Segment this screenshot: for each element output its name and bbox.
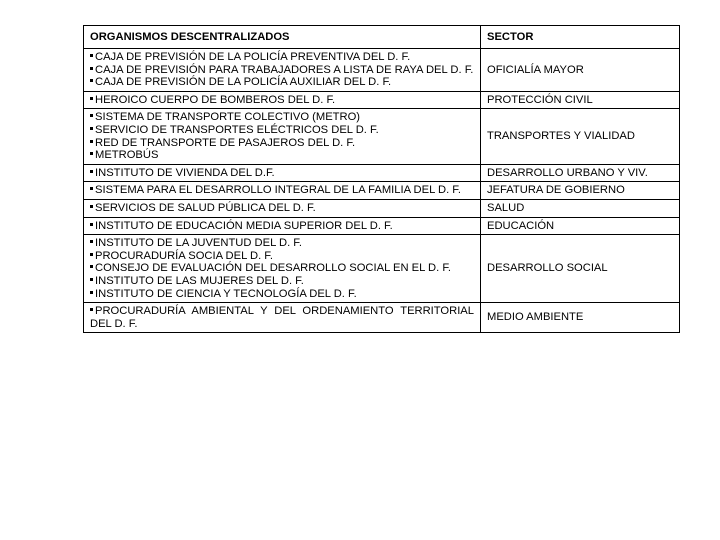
organismo-name: INSTITUTO DE EDUCACIÓN MEDIA SUPERIOR DEL D. F. [95,219,393,232]
header-organismos: ORGANISMOS DESCENTRALIZADOS [84,26,481,49]
table-row [84,164,680,182]
organismos-cell [84,217,481,235]
organismo-name: CAJA DE PREVISIÓN DE LA POLICÍA AUXILIAR DEL D. F. [95,76,392,89]
organismo-name: HEROICO CUERPO DE BOMBEROS DEL D. F. [95,93,336,106]
bullet-icon [90,127,93,130]
bullet-icon [90,187,93,190]
table-body [84,49,680,333]
organismos-cell [84,199,481,217]
organismo-entry [90,149,474,162]
bullet-icon [90,240,93,243]
organismo-name: CONSEJO DE EVALUACIÓN DEL DESARROLLO SOCIAL EN EL D. F. [95,262,452,275]
organismos-cell [84,91,481,109]
table-row [84,199,680,217]
bullet-icon [90,308,93,311]
bullet-icon [90,223,93,226]
bullet-icon [90,114,93,117]
header-sector: SECTOR [481,26,680,49]
organismos-cell [84,303,481,333]
bullet-icon [90,291,93,294]
organismos-cell [84,182,481,200]
organismo-entry [90,275,474,288]
organismo-entry [90,237,474,250]
organismo-name: SERVICIO DE TRANSPORTES ELÉCTRICOS DEL D. F. [95,123,379,136]
sector-cell: PROTECCIÓN CIVIL [481,91,680,109]
bullet-icon [90,205,93,208]
sector-cell: DESARROLLO URBANO Y VIV. [481,164,680,182]
organismo-name: INSTITUTO DE LAS MUJERES DEL D. F. [95,274,304,287]
bullet-icon [90,253,93,256]
organismo-entry [90,94,474,107]
organismo-name: SISTEMA PARA EL DESARROLLO INTEGRAL DE LA FAMILIA DEL D. F. [95,184,461,197]
sector-cell: MEDIO AMBIENTE [481,303,680,333]
organismo-name: RED DE TRANSPORTE DE PASAJEROS DEL D. F. [95,136,356,149]
bullet-icon [90,79,93,82]
organismo-entry [90,262,474,275]
organismo-name: SISTEMA DE TRANSPORTE COLECTIVO (METRO) [95,111,361,124]
organismo-name: INSTITUTO DE LA JUVENTUD DEL D. F. [95,237,302,250]
sector-cell: OFICIALÍA MAYOR [481,49,680,92]
bullet-icon [90,265,93,268]
bullet-icon [90,54,93,57]
organismo-entry [90,202,474,215]
organismos-cell [84,49,481,92]
organismo-entry [90,184,474,197]
bullet-icon [90,278,93,281]
bullet-icon [90,97,93,100]
bullet-icon [90,152,93,155]
table-row [84,109,680,164]
organismo-name: PROCURADURÍA AMBIENTAL Y DEL ORDENAMIENTO TERRITORIAL DEL D. F. [90,305,474,330]
organismo-name: CAJA DE PREVISIÓN DE LA POLICÍA PREVENTIVA DEL D. F. [95,51,411,63]
table-row [84,182,680,200]
bullet-icon [90,170,93,173]
organismo-entry [90,250,474,263]
organismo-name: INSTITUTO DE CIENCIA Y TECNOLOGÍA DEL D. F. [95,287,357,300]
sector-cell: DESARROLLO SOCIAL [481,235,680,303]
bullet-icon [90,140,93,143]
table-row [84,235,680,303]
organismo-entry [90,220,474,233]
table-row [84,49,680,92]
organismo-entry [90,167,474,180]
sector-cell: JEFATURA DE GOBIERNO [481,182,680,200]
organismo-entry [90,124,474,137]
organismos-table [83,25,680,333]
sector-cell: TRANSPORTES Y VIALIDAD [481,109,680,164]
organismo-name: PROCURADURÍA SOCIA DEL D. F. [95,249,273,262]
organismo-entry [90,137,474,150]
organismo-entry [90,76,474,89]
table-row [84,217,680,235]
organismo-name: INSTITUTO DE VIVIENDA DEL D.F. [95,166,275,179]
organismos-cell [84,164,481,182]
organismos-cell [84,109,481,164]
organismo-entry [90,111,474,124]
organismo-entry [90,64,474,77]
organismo-name: CAJA DE PREVISIÓN PARA TRABAJADORES A LISTA DE RAYA DEL D. F. [95,63,474,76]
header-row [84,26,680,49]
table-row [84,303,680,333]
sector-cell: SALUD [481,199,680,217]
organismo-entry [90,288,474,301]
organismo-name: METROBÚS [95,149,159,162]
organismos-cell [84,235,481,303]
sector-cell: EDUCACIÓN [481,217,680,235]
organismo-entry [90,305,474,330]
organismo-entry [90,51,474,64]
bullet-icon [90,67,93,70]
table-row [84,91,680,109]
organismo-name: SERVICIOS DE SALUD PÚBLICA DEL D. F. [95,201,316,214]
